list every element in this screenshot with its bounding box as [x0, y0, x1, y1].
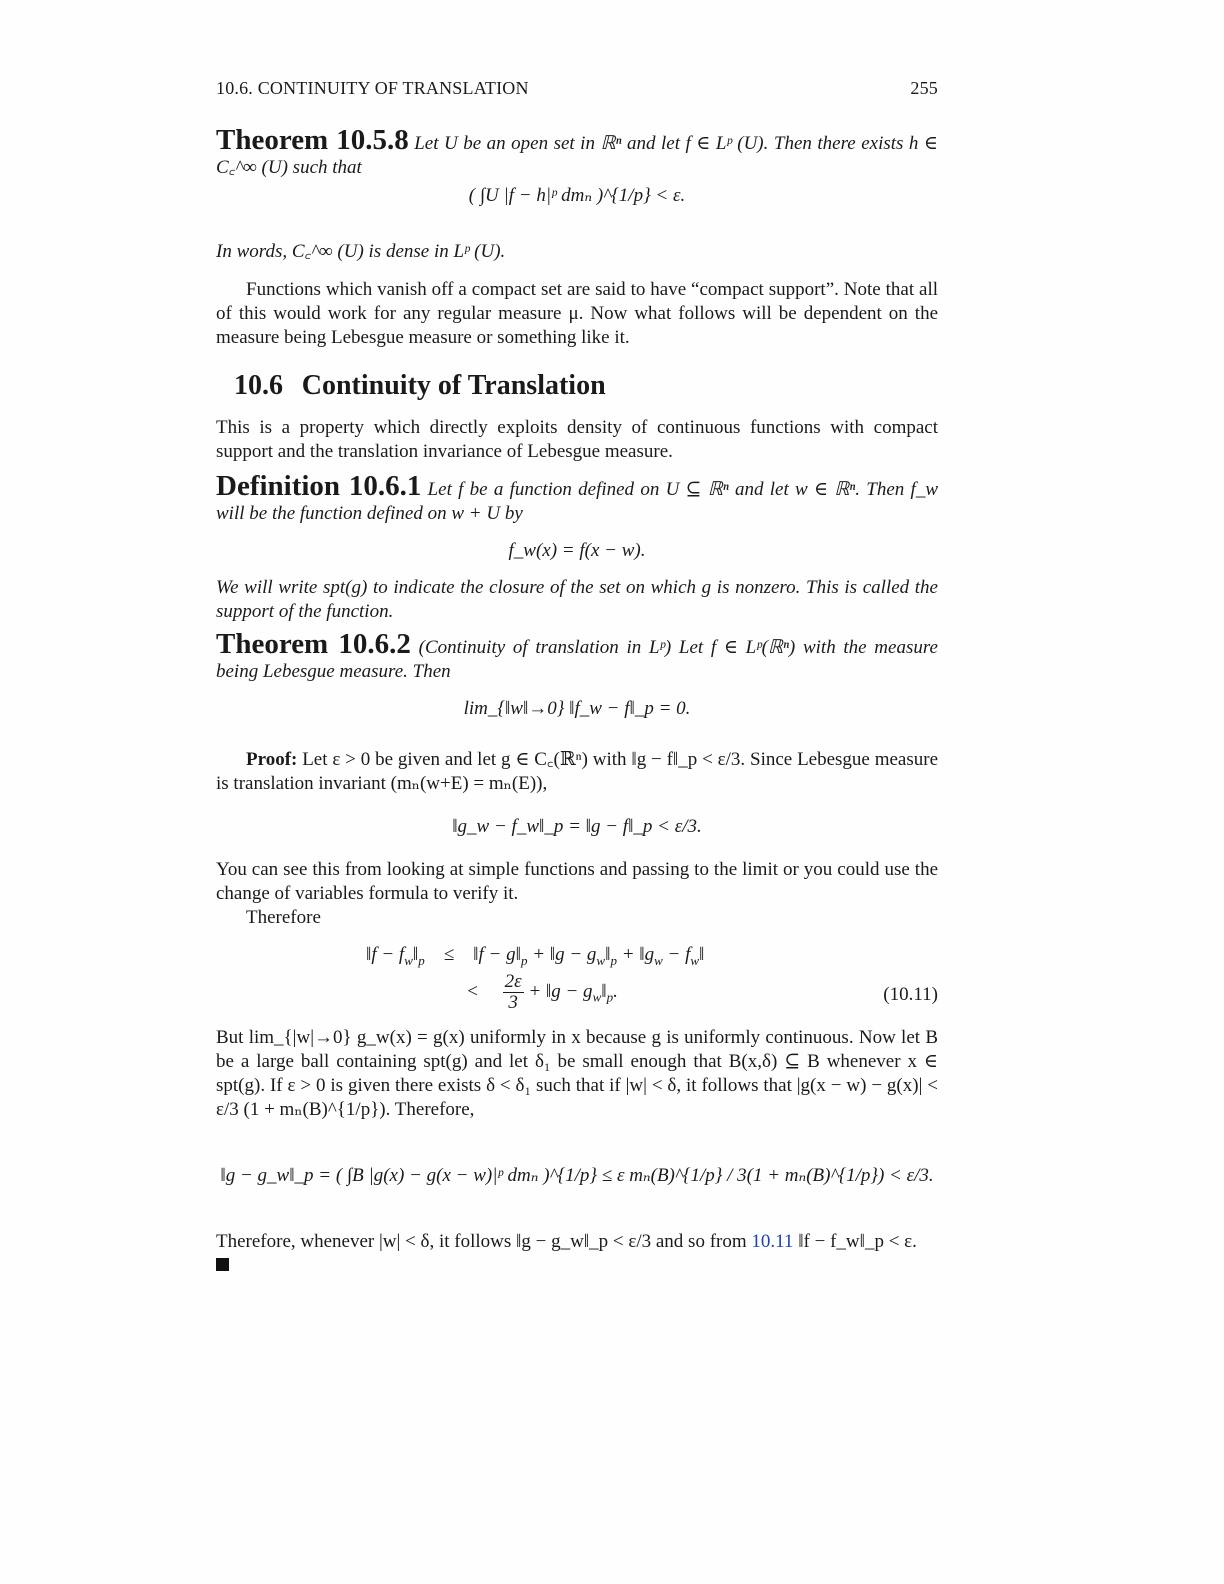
qed-symbol	[216, 1258, 229, 1271]
theorem-10-6-2	[216, 628, 938, 684]
theorem-label: Theorem 10.6.2	[216, 628, 411, 660]
equation-translation-invariance: ‖g_w − f_w‖_p = ‖g − f‖_p < ε/3.	[452, 816, 702, 837]
page-number: 255	[910, 78, 938, 98]
section-heading	[234, 370, 956, 401]
definition-formula: f_w(x) = f(x − w).	[508, 540, 646, 561]
section-title: Continuity of Translation	[301, 370, 606, 401]
proof-label: Proof:	[246, 749, 298, 770]
align-line-2: < $\frac{2\varepsilon}{3}$ + ‖g − $g_w‖_p$.	[466, 971, 618, 1013]
running-header	[216, 78, 938, 99]
theorem-10-5-8	[216, 124, 938, 180]
theorem-formula	[216, 184, 938, 207]
equation-reference-link[interactable]: 10.11	[751, 1231, 794, 1252]
theorem-statement: (Continuity of translation in Lᵖ) Let f ∈ Lᵖ(ℝⁿ) with the measure being Lebesgue measure. Then	[216, 637, 938, 682]
theorem-formula: lim_{‖w‖→0} ‖f_w − f‖_p = 0.	[463, 698, 691, 719]
align-line-1: ‖f − $f_w‖_p$ ≤ ‖f − $g‖_p$ + ‖g − $g_w‖_p$ + $‖g_w$ − $f_w‖$	[366, 944, 705, 968]
proof-paragraph-1	[216, 748, 938, 796]
definition-support: We will write spt(g) to indicate the closure of the set on which g is nonzero. This is called the support of the function.	[216, 577, 938, 622]
paragraph-intro: This is a property which directly exploits density of continuous functions with compact support and the translation invariance of Lebesgue measure.	[216, 417, 938, 462]
formula-text: ( ∫U |f − h|ᵖ dmₙ )^{1/p} < ε.	[468, 185, 686, 206]
theorem-label: Theorem 10.5.8	[216, 124, 409, 156]
final-text: Therefore, whenever |w| < δ, it follows ‖g − g_w‖_p < ε/3 and so from 10.11 ‖f − f_w‖_p < ε.	[216, 1231, 917, 1252]
equation-uniform-continuity: ‖g − g_w‖_p = ( ∫B |g(x) − g(x − w)|ᵖ dmₙ )^{1/p} ≤ ε mₙ(B)^{1/p} / 3(1 + mₙ(B)^{1/p}) < ε/3.	[220, 1165, 934, 1186]
paragraph-compact-support: Functions which vanish off a compact set are said to have “compact support”. Note that all of this would work for any regular measure μ. Now what follows will be dependent on the measure being Lebesgue measure or something like it.	[216, 279, 938, 348]
equation-label: (10.11)	[883, 984, 938, 1005]
theorem-statement: Let U be an open set in ℝⁿ and let f ∈ Lᵖ (U). Then there exists h ∈ C꜀^∞ (U) such that	[216, 133, 938, 178]
theorem-words: In words, C꜀^∞ (U) is dense in Lᵖ (U).	[216, 241, 506, 262]
proof-text: Let ε > 0 be given and let g ∈ C꜀(ℝⁿ) with ‖g − f‖_p < ε/3. Since Lebesgue measure is translation invariant (mₙ(w+E) = mₙ(E)),	[216, 749, 939, 794]
proof-paragraph-2: You can see this from looking at simple functions and passing to the limit or you could use the change of variables formula to verify it.	[216, 859, 938, 904]
proof-final	[216, 1230, 938, 1254]
definition-10-6-1	[216, 470, 939, 526]
header-section: 10.6. CONTINUITY OF TRANSLATION	[216, 78, 529, 98]
section-number: 10.6	[234, 370, 283, 401]
proof-paragraph-3: But lim_{|w|→0} g_w(x) = g(x) uniformly in x because g is uniformly continuous. Now let B be a large ball containing spt(g) and let δ₁ be small enough that B(x,δ) ⊆ B whenever x ∈ spt(g). If ε > 0 is given there exists δ < δ₁ such that if |w| < δ, it follows that |g(x − w) − g(x)| < ε/3 (1 + mₙ(B)^{1/p}). Therefore,	[216, 1027, 938, 1120]
definition-statement: Let f be a function defined on U ⊆ ℝⁿ and let w ∈ ℝⁿ. Then f_w will be the function defined on w + U by	[216, 479, 939, 524]
definition-label: Definition 10.6.1	[216, 470, 422, 502]
proof-therefore: Therefore	[246, 907, 321, 928]
